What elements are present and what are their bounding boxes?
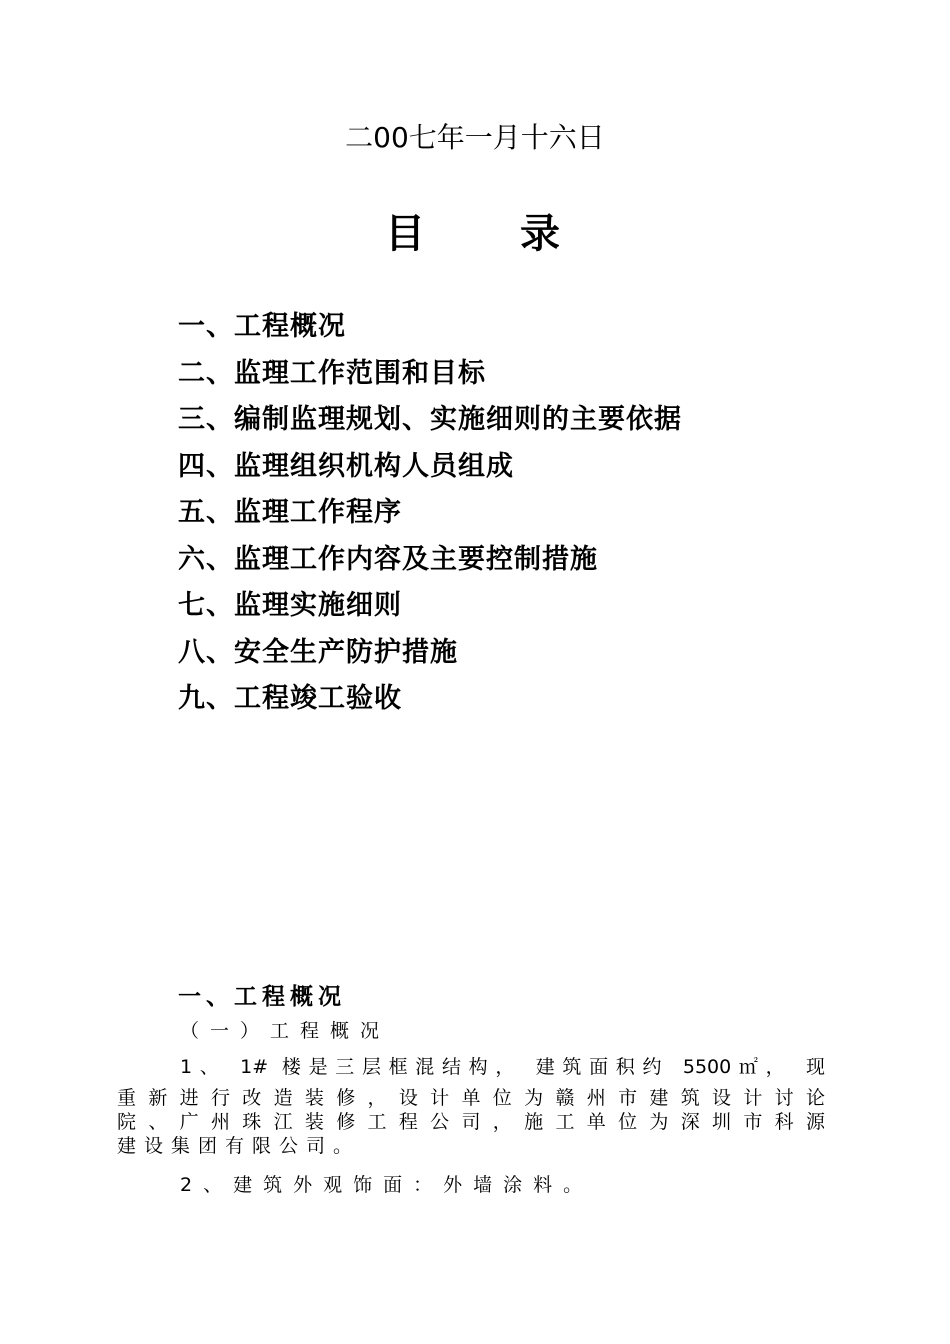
section-heading: 一、工程概况 (178, 984, 346, 1010)
toc-item: 六、监理工作内容及主要控制措施 (178, 543, 598, 575)
toc-title-char-2: 录 (520, 211, 560, 257)
toc-item: 七、监理实施细则 (178, 590, 402, 621)
toc-title-char-1: 目 (385, 211, 425, 257)
toc-item: 四、监理组织机构人员组成 (178, 450, 514, 482)
toc-item: 九、工程竣工验收 (178, 683, 402, 714)
toc-item: 三、编制监理规划、实施细则的主要依据 (178, 404, 682, 435)
paragraph-line: 院、广州珠江装修工程公司，施工单位为深圳市科源 (117, 1111, 825, 1133)
toc-title (385, 208, 560, 260)
paragraph-line: 重新进行改造装修，设计单位为赣州市建筑设计讨论 (117, 1087, 825, 1109)
document-date: 二00七年一月十六日 (345, 121, 605, 154)
paragraph-1-continuation (117, 1086, 825, 1158)
paragraph-line: 建设集团有限公司。 (117, 1135, 361, 1157)
toc-item: 一、工程概况 (178, 311, 346, 342)
toc-item: 二、监理工作范围和目标 (178, 357, 486, 389)
toc-item: 五、监理工作程序 (178, 497, 402, 528)
paragraph-1-first-line: 1、 1# 楼是三层框混结构， 建筑面积约 5500㎡， 现 (180, 1056, 825, 1078)
toc-item: 八、安全生产防护措施 (178, 636, 458, 668)
toc-list (178, 304, 682, 723)
subsection-heading: （一）工程概况 (180, 1020, 391, 1042)
paragraph-2: 2、建筑外观饰面：外墙涂料。 (180, 1174, 594, 1196)
